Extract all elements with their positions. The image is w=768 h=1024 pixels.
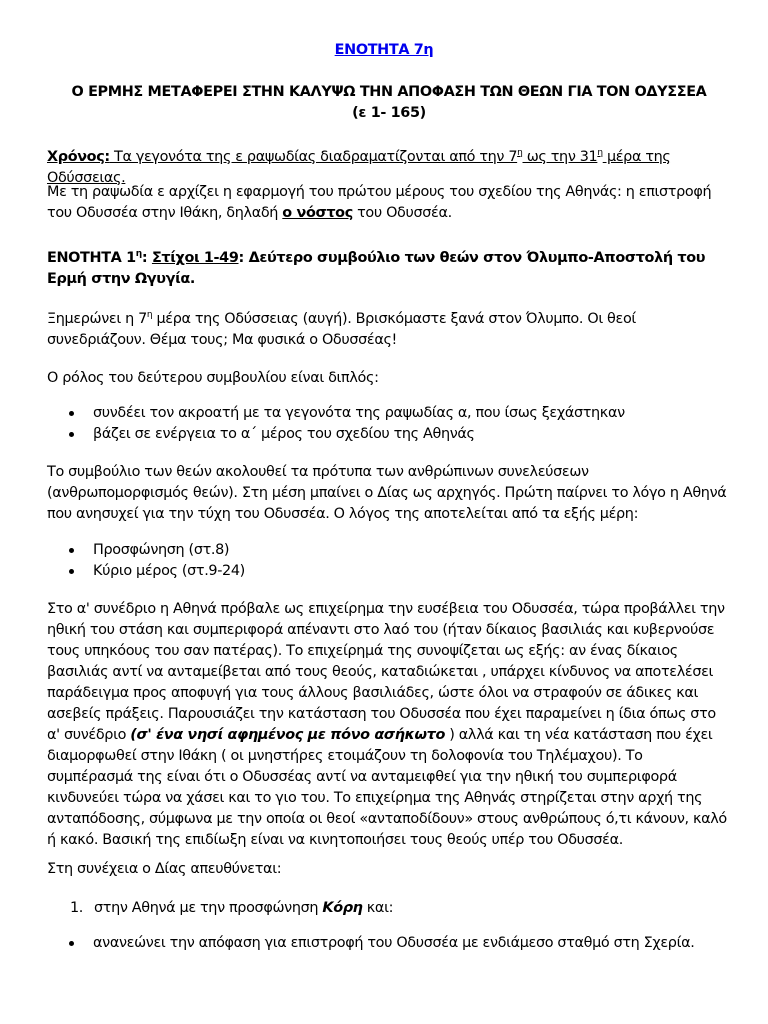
section-colon: : <box>141 249 152 266</box>
time-label: Χρόνος: <box>47 148 110 165</box>
time-sup-a: η <box>517 148 523 158</box>
time-sup-b: η <box>597 148 603 158</box>
list-item <box>47 403 728 424</box>
argument-paragraph <box>47 599 728 851</box>
intro-paragraph <box>47 182 728 224</box>
list-item <box>47 561 728 582</box>
argument-a: Στο α' συνέδριο η Αθηνά πρόβαλε ως επιχείρημα την ευσέβεια του Οδυσσέα, τώρα προβάλλει την ηθική του στάση και συμπεριφορά απέναντι στο λαό του (ήταν δίκαιος βασιλιάς και κυβερνούσε τους υπηκόους του σαν πατέρας). Το επιχείρημά της συνοψίζεται ως εξής: αν ένας δίκαιος βασιλιάς αντί να ανταμείβεται από τους θεούς, καταδιώκεται , υπάρχει κίνδυνος να αποτελέσει παράδειγμα προς αποφυγή για τους άλλους βασιλιάδες, ώστε όλοι να στραφούν σε άδικες και ασεβείς πράξεις. Παρουσιάζει την κατάσταση του Οδυσσέα που έχει παραμείνει η ίδια όπως στο α' συνέδριο <box>47 601 725 743</box>
list-item <box>47 540 728 561</box>
time-text-a: Τα γεγονότα της ε ραψωδίας διαδραματίζονται από την 7 <box>109 148 518 165</box>
numbered-item <box>70 898 393 919</box>
item-number: 1. <box>70 900 84 916</box>
numbered-b: και: <box>362 900 394 916</box>
argument-quote: (σ' ένα νησί αφημένος με πόνο ασήκωτο <box>130 727 446 743</box>
bullet-icon <box>69 411 74 416</box>
page-title: ΕΝΟΤΗΤΑ 7η <box>334 42 434 58</box>
dawn-paragraph <box>47 305 728 351</box>
decision-list <box>47 933 728 954</box>
bullet-icon <box>69 569 74 574</box>
list-item-text: ανανεώνει την απόφαση για επιστροφή του Οδυσσέα με ενδιάμεσο σταθμό στη Σχερία. <box>93 935 695 951</box>
numbered-a: στην Αθηνά με την προσφώνηση <box>94 900 323 916</box>
argument-b: ) αλλά και τη νέα κατάσταση που έχει διαμορφωθεί στην Ιθάκη ( οι μνηστήρες ετοιμάζουν τη δολοφονία του Τηλέμαχου). Το συμπέρασμά της είναι ότι ο Οδυσσέας αντί να ανταμειφθεί για την ηθική του συμπεριφορά κινδυνεύει τώρα να χάσει και το γιο του. Το επιχείρημα της Αθηνάς στηρίζεται στην αρχή της ανταπόδοσης, σύμφωνα με την οποία οι θεοί «ανταποδίδουν» στους ανθρώπους ό,τι κάνουν, καλό ή κακό. Βασική της επιδίωξη είναι να κινητοποιήσει τους θεούς υπέρ του Οδυσσέα. <box>47 727 727 848</box>
kori-term: Κόρη <box>322 900 363 916</box>
bullet-icon <box>69 432 74 437</box>
section-rest: : Δεύτερο συμβούλιο των θεών στον Όλυμπο-Αποστολή του Ερμή στην Ωγυγία. <box>47 249 706 287</box>
list-item <box>47 933 728 954</box>
section-heading <box>47 244 728 290</box>
list-item-text: συνδέει τον ακροατή με τα γεγονότα της ραψωδίας α, που ίσως ξεχάστηκαν <box>93 405 625 421</box>
section-label: ΕΝΟΤΗΤΑ 1 <box>47 249 136 266</box>
list-item-text: Προσφώνηση (στ.8) <box>93 542 230 558</box>
dawn-sup: η <box>146 310 153 320</box>
role-list <box>47 403 728 445</box>
nostos-term: ο νόστος <box>282 205 353 221</box>
section-verses: Στίχοι 1-49 <box>151 249 239 266</box>
bullet-icon <box>69 548 74 553</box>
dawn-b: μέρα της Οδύσσειας (αυγή). Βρισκόμαστε ξανά στον Όλυμπο. Οι θεοί συνεδριάζουν. Θέμα τους; Μα φυσικά ο Οδυσσέας! <box>47 310 636 348</box>
page-subtitle: Ο ΕΡΜΗΣ ΜΕΤΑΦΕΡΕΙ ΣΤΗΝ ΚΑΛΥΨΩ ΤΗΝ ΑΠΟΦΑΣΗ ΤΩΝ ΘΕΩΝ ΓΙΑ ΤΟΝ ΟΔΥΣΣΕΑ (ε 1- 165) <box>71 84 707 121</box>
intro-tail: του Οδυσσέα. <box>352 205 452 221</box>
time-text-b: ως την 31 <box>522 148 598 165</box>
zeus-paragraph: Στη συνέχεια ο Δίας απευθύνεται: <box>47 861 282 877</box>
role-paragraph: Ο ρόλος του δεύτερου συμβουλίου είναι διπλός: <box>47 370 379 386</box>
list-item <box>47 424 728 445</box>
time-text-c: μέρα της Οδύσσειας. <box>47 148 671 186</box>
dawn-a: Ξημερώνει η 7 <box>47 310 147 327</box>
list-item-text: βάζει σε ενέργεια το α΄ μέρος του σχεδίου της Αθηνάς <box>93 426 475 442</box>
council-paragraph: Το συμβούλιο των θεών ακολουθεί τα πρότυπα των ανθρώπινων συνελεύσεων (ανθρωπομορφισμός θεών). Στη μέση μπαίνει ο Δίας ως αρχηγός. Πρώτη παίρνει το λόγο η Αθηνά που ανησυχεί για την τύχη του Οδυσσέα. Ο λόγος της αποτελείται από τα εξής μέρη: <box>47 464 727 522</box>
list-item-text: Κύριο μέρος (στ.9-24) <box>93 563 245 579</box>
section-sup: η <box>135 249 142 259</box>
parts-list <box>47 540 728 582</box>
bullet-icon <box>69 941 74 946</box>
intro-text: Με τη ραψωδία ε αρχίζει η εφαρμογή του πρώτου μέρους του σχεδίου της Αθηνάς: η επιστροφή του Οδυσσέα στην Ιθάκη, δηλαδή <box>47 184 712 221</box>
